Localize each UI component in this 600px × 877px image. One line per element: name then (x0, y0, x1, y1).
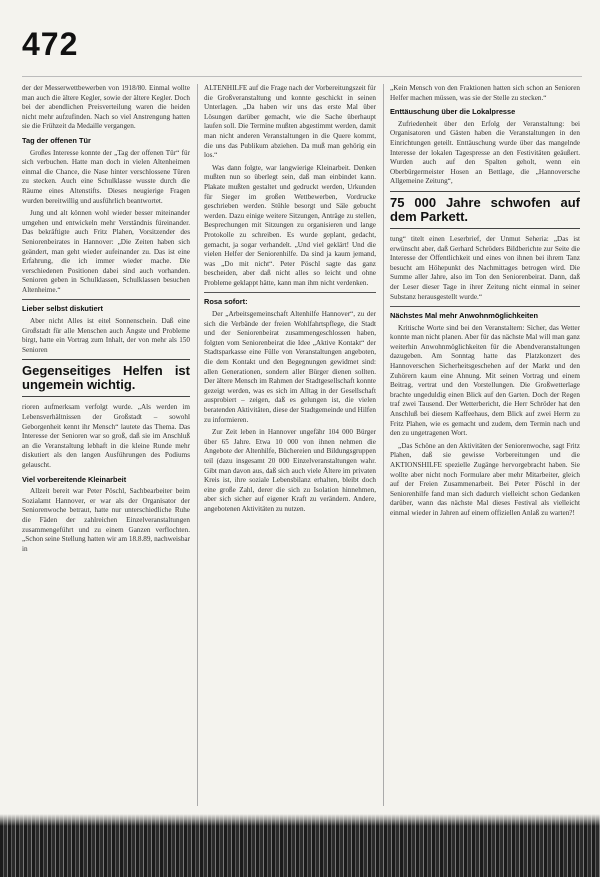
section-rule (390, 306, 580, 307)
headline-quote: 75 000 Jahre schwofen auf dem Parkett. (390, 191, 580, 229)
section-heading: Nächstes Mal mehr Anwohnmöglichkeiten (390, 311, 538, 321)
body-paragraph: tung“ titelt einen Leserbrief, der Unmut Seheria: „Das ist erwünscht aber, daß Gerhard Schröders Bildberichte zur Seite die Interesse der Öffentlichkeit und eines von ihnen bei ihrem Tanz besucht am Höhepunkt des Nachmittages betrogen wird. Die Summe aller Jahre, also im Ton den Seniorenbeirat. Dann, daß der Leser dieser Tage in ihrer Zeitung nicht einmal in seiner Substanz herausgestellt wurde.“ (390, 234, 580, 301)
body-paragraph: rioren aufmerksam verfolgt wurde. „Als werden im Lebensverhältnissen der Großstadt – sowohl Geborgenheit kennt ihr Mensch“ lautete das Thema. Das Interesse der Senioren war so groß, daß sie im Anschluß an die Veranstaltung lebhaft in die kleine Runde mehr diskutiert als den langen Ausführungen des Podiums gelauscht. (22, 403, 190, 469)
body-paragraph: „Das Schöne an den Aktivitäten der Seniorenwoche, sagt Fritz Plahen, daß sie gewisse Vorbereitungen und die AKTIONSHILFE spezielle Zugänge hervorgebracht haben. Sie wollte aber nicht noch Formulare aber mehr Mitarbeiter, gleich auf der Freien Zusammenarbeit. Bei Peter Pöschl in der Seniorenhilfe fand man sich dadurch vielleicht schon Gedanken darüber, wann das nächste Mal dieses Festival als vielleicht einmal wieder in Jahren auf einem offiziellen Anlaß zu warten?! (390, 441, 580, 517)
header-rule (22, 76, 582, 77)
column-divider (383, 84, 384, 806)
intro-paragraph: der der Messerwettbewerben von 1918/80. Einmal wollte man auch die ältere Kegler, sowie der ältere Kegler. Doch bei der abendlichen Preisverteilung waren die heiden nicht mehr aufzufinden. Nach so viel Anstrengung hatten sie die Frühzeit da Medaille vergangen. (22, 84, 190, 131)
section-rule (204, 292, 376, 293)
section-heading: Enttäuschung über die Lokalpresse (390, 107, 516, 117)
body-paragraph: ALTENHILFE auf die Frage nach der Vorbereitungszeit für die Großveranstaltung und konnte geschickt in seinen Unterlagen. „Da haben wir uns das erste Mal über Lösungen darüber gemacht, wie die Sache überhaupt laufen soll. Die Termine mußten abgestimmt werden, damit man nicht anderen Veranstaltungen in die Quere kommt, die uns das Publikum abziehen. Da muß man gehörig ein los.“ (204, 84, 376, 160)
body-paragraph: Was dann folgte, war langwierige Kleinarbeit. Denken mußten nun so überlegt sein, daß man einbindet kann. Plakate mußten gestaltet und gedruckt werden, Urkunden für Sieger im großen Wettbewerben, Vordrucke geschrieben werden. Stühle besorgt und Säle gebucht werden. Dazu einige weitere Sitzungen, Anträge zu stellen, Besprechungen mit Sitzungen zu organisieren und lange Protokolle zu schreiben. Es wurde geplant, gedacht, gemacht, ja sogar verhandelt. „Und viel geklärt! Und die vielen Helfer der Seniorenhilfe. Da sind ja kaum jemand, was „Do mit nicht“. Peter Pöschl sagte das ganz bescheiden, aber daß nicht alles so leicht und ohne Probleme geklappt hätte, kann man ihm nicht verdenken. (204, 163, 376, 287)
body-paragraph: „Kein Mensch von den Fraktionen hatten sich schon an Senioren Helfer machen müssen, was sie der Stelle zu stecken.“ (390, 84, 580, 102)
body-paragraph: Zur Zeit leben in Hannover ungefähr 104 000 Bürger über 65 Jahre. Etwa 10 000 von ihnen nehmen die Angebote der Altenhilfe, Büchereien und Bildungsgruppen teil (dazu insgesamt 20 000 Einzelveranstaltungen wahr. Gibt man davon aus, daß sich auch viele Ältere im privaten Kreis ist, ihre soziale Lebensbilanz erhalten, bleibt doch eine große Zahl, derer die sich zu Isolation hinnehmen, aber sich sicher auf eigener Kraft zu verändern. Andere, angebotenen Aktivitäten zu nutzen. (204, 428, 376, 513)
section-heading: Tag der offenen Tür (22, 135, 91, 145)
section-rule (22, 299, 190, 300)
scanner-edge-strip (0, 814, 600, 877)
section-heading: Viel vorbereitende Kleinarbeit (22, 474, 127, 484)
section-heading: Rosa sofort: (204, 297, 248, 307)
body-paragraph: Kritische Worte sind bei den Veranstaltern: Sicher, das Wetter konnte man nicht planen. Aber für das nächste Mal will man ganz weiterhin Anwohnmöglichkeiten für die Abendveranstaltungen dazugeben. Am Sonntag hatte das Platzkonzert des Hannoverschen Sicherheitsgeschehen auf der Markt und den Zuhörern kaum eine Ahnung. Mit seinen Vortrag und einem Beitrag, vertrat und den Vorstellungen. Die Großwetterlage brachte ungeduldig einen Blick auf den Garten. Doch der Regen traf zwei Tausend. Der Wetterbericht, die Herr Schröder hat den Anschluß bei diesem Kaffeehaus, dem Blick auf zwei Herrn zu Fritz Plahen, wie es gemacht und zudem, dem Termin nach und den zu ungetragenen Wort. (390, 323, 580, 438)
page-number: 472 (22, 26, 79, 62)
column-1 (22, 84, 190, 557)
column-3 (390, 84, 580, 522)
column-divider (197, 84, 198, 806)
column-2 (204, 84, 376, 518)
pull-quote: Gegenseitiges Helfen ist ungemein wichtig. (22, 359, 190, 397)
body-paragraph: Der „Arbeitsgemeinschaft Altenhilfe Hannover“, zu der sich die Verbände der freien Wohlfahrtspflege, die Stadt und der Seniorenbeirat zusammengeschlossen haben, folgten vom Seniorenbeirat die Idee „Aktive Kontakt“ der Stadtsparkasse eine Fülle von Veranstaltungen angeboten, die dem Kontakt und den Begegnungen gewidmet sind: allen Generationen, sondern aller Bürger dienen sollten. Der ältere Mensch im Rahmen der Stadtgesellschaft konnte gezeigt werden, was es sich im Alltag in der Gesellschaft ausprobiert – zeigen, daß es gelungen ist, die vielen beratenden Aktivitäten, diese der Stadtgemeinde und Hilfen zu informieren. (204, 310, 376, 424)
body-paragraph: Jung und alt können wohl wieder besser miteinander umgehen und entwickeln mehr Verständnis füreinander. Das bekräftigte auch Fritz Plahen, Vorsitzender des Seniorenbeirates in Hannover: „Die Zeiten haben sich geändert, man geht wieder aufeinander zu. Das ist eine Erfahrung, die ich immer wieder mache. Die verschiedenen Positionen dabei sind auch vorhanden. Senioren geben in Schulklassen, Schulklassen besuchen Altenheime.“ (22, 209, 190, 294)
section-heading: Lieber selbst diskutiert (22, 304, 103, 314)
body-paragraph: Aber nicht Alles ist eitel Sonnenschein. Daß eine Großstadt für alle Menschen auch Ängste und Probleme birgt, hatte ein Vortrag zum Inhalt, der von mehr als 150 Senioren (22, 317, 190, 354)
body-paragraph: Allzeit bereit war Peter Pöschl, Sachbearbeiter beim Sozialamt Hannover, er war als der Organisator der Seniorenwoche betraut, hatte nur unterschiedliche Ruhe die Fäden der zahlreichen Einzelveranstaltungen zusammengeführt und zu einem Ganzen verflochten. „Schon seine Stellung hatten wir am 18.8.89, nachweisbar in (22, 487, 190, 553)
body-paragraph: Zufriedenheit über den Erfolg der Veranstaltung: bei Organisatoren und Gästen haben die Veranstaltungen in den Einrichtungen geteilt. Enttäuschung wurde über das mangelnde Interesse der lokalen Tagespresse an den Festivitäten geäußert. Wurden auch auf den Spalten geholt, wenn ein Oberbürgermeister Hosen an Bettlage, die „Hannoversche Allgemeine Zeitung“, (390, 119, 580, 186)
body-paragraph: Großes Interesse konnte der „Tag der offenen Tür“ für sich verbuchen. Hatte man doch in vielen Altenheimen einmal die Chance, die Nase hinter verschlossene Türen zu stecken. Auch eine Schulklasse wusste durch die Räume eines Altenstifts. Dieses neugierige Fragen wurden bereitwillig und ausführlich beantwortet. (22, 148, 190, 205)
